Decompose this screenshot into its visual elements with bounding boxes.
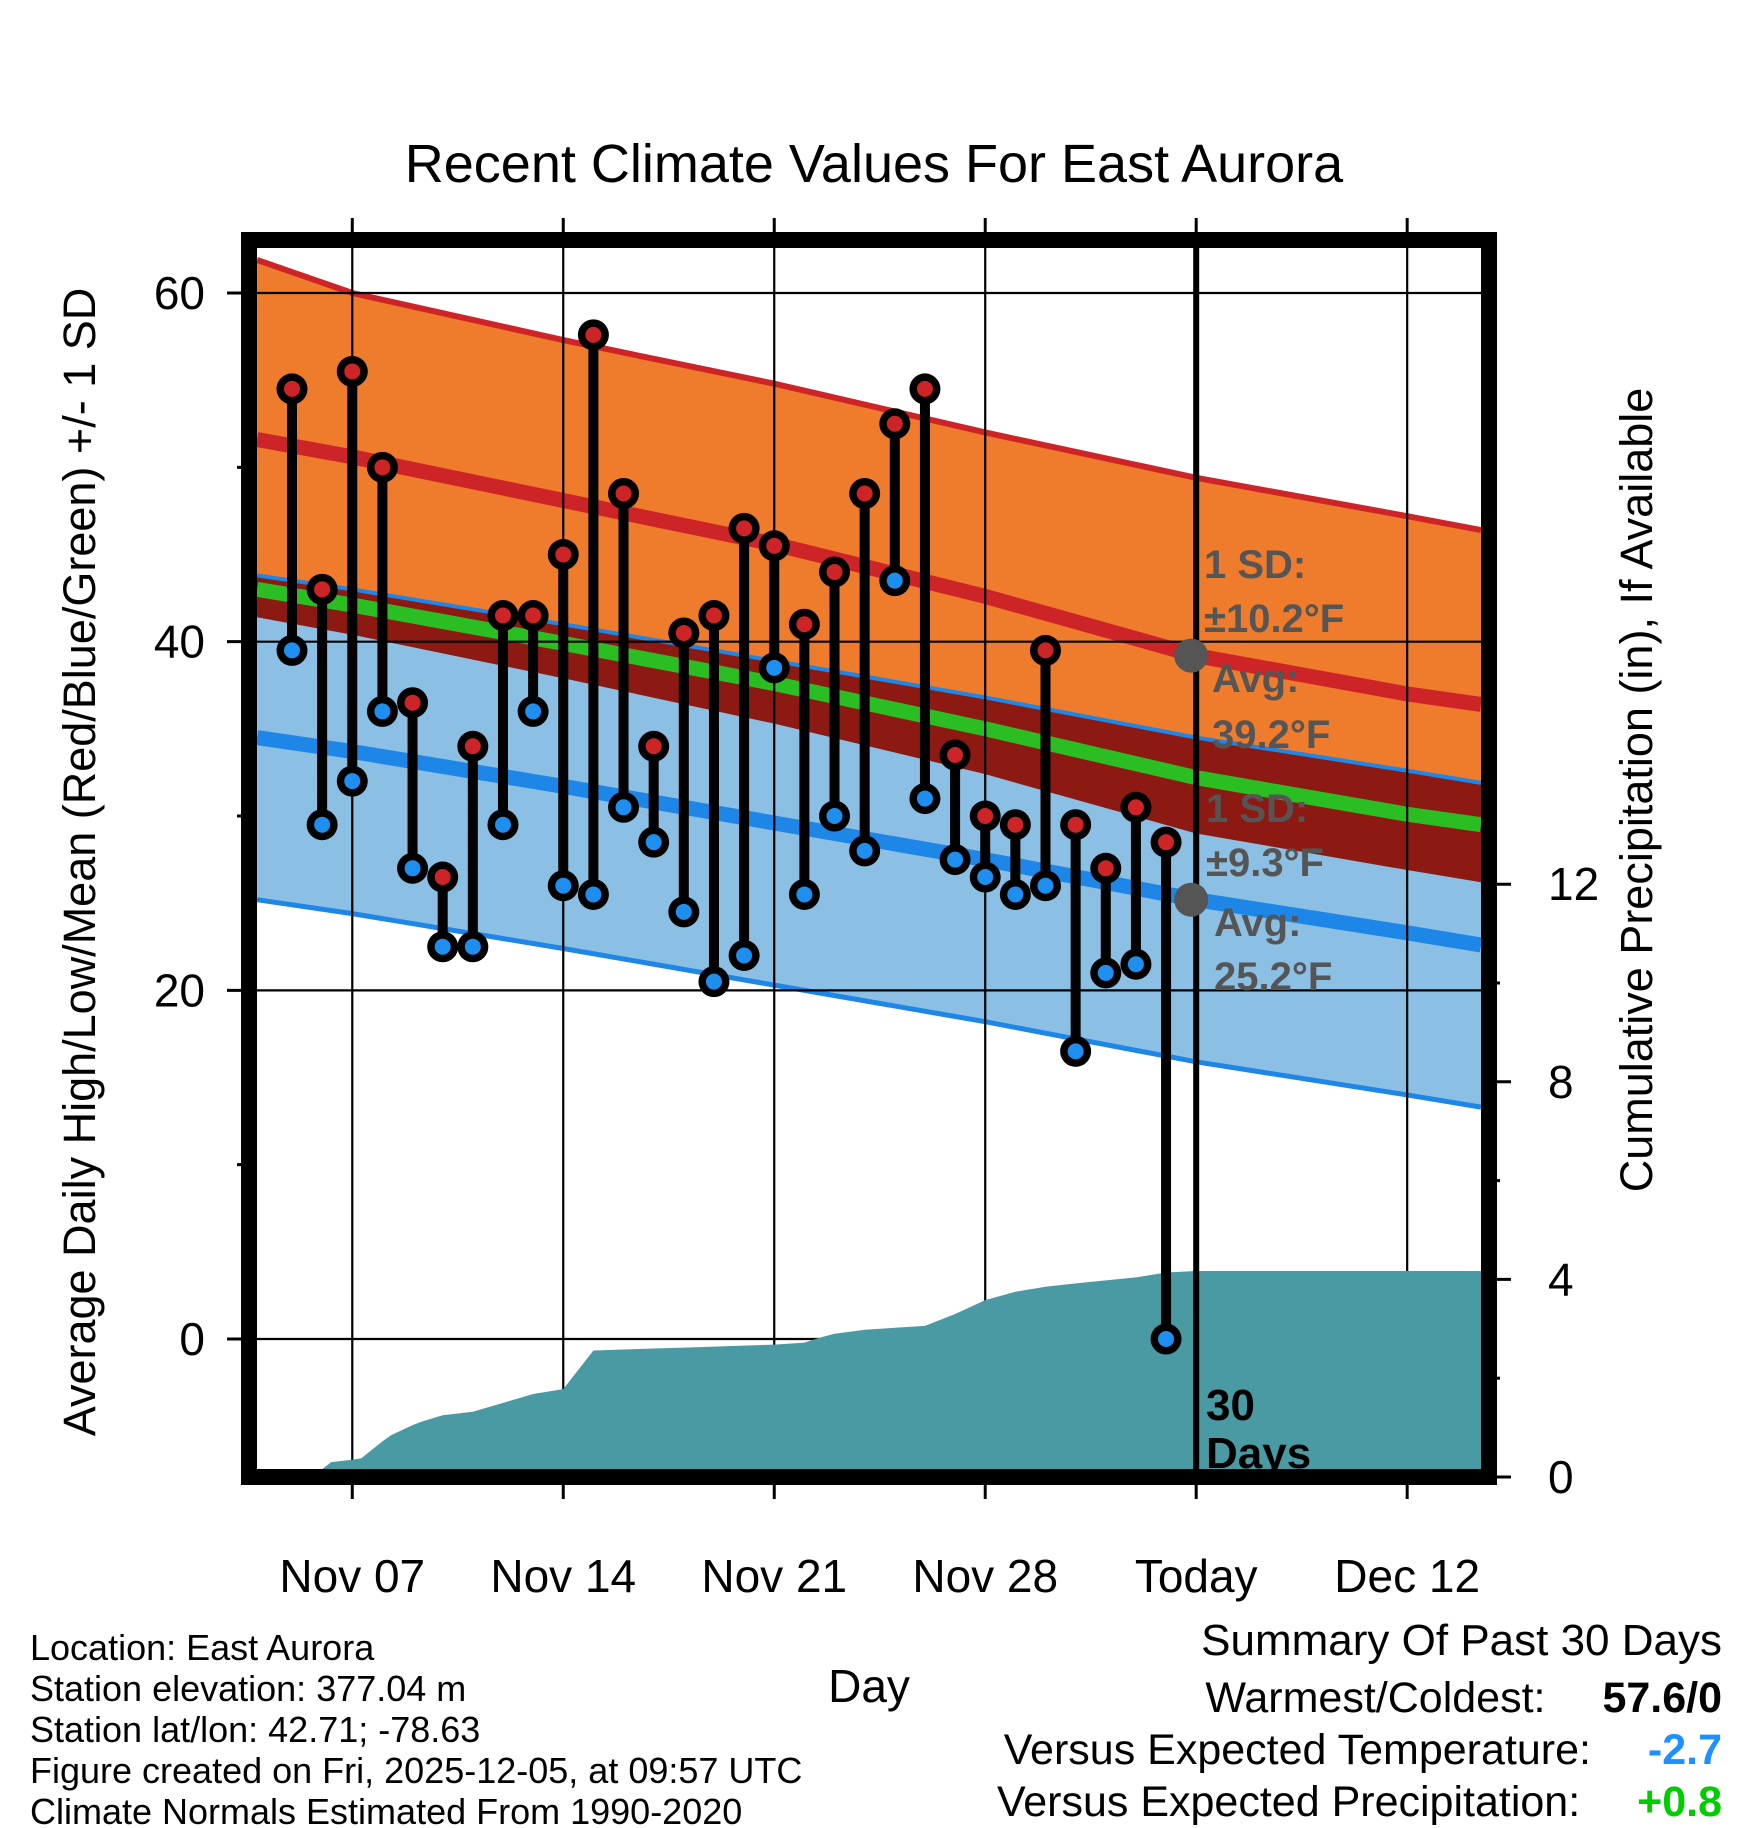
daily-high-dot: [465, 738, 481, 754]
daily-high-dot: [706, 608, 722, 624]
summary-value: 57.6/0: [1602, 1674, 1722, 1722]
daily-high-dot: [766, 538, 782, 554]
daily-low-dot: [314, 817, 330, 833]
x-tick-label: Dec 12: [1334, 1550, 1481, 1602]
high-sd-value: ±10.2°F: [1204, 597, 1345, 641]
daily-high-dot: [374, 459, 390, 475]
summary-value: -2.7: [1647, 1726, 1722, 1774]
footer-created: Figure created on Fri, 2025-12-05, at 09:57 UTC: [30, 1750, 803, 1791]
daily-low-dot: [827, 808, 843, 824]
daily-low-dot: [465, 939, 481, 955]
left-axis-label: Average Daily High/Low/Mean (Red/Blue/Green) +/- 1 SD: [54, 287, 105, 1437]
daily-low-dot: [585, 886, 601, 902]
daily-low-dot: [766, 660, 782, 676]
daily-low-dot: [947, 852, 963, 868]
left-tick-label: 40: [153, 615, 205, 668]
low-sd-label: 1 SD:: [1206, 787, 1309, 831]
daily-high-dot: [435, 869, 451, 885]
daily-low-dot: [706, 974, 722, 990]
daily-high-dot: [977, 808, 993, 824]
daily-high-dot: [736, 520, 752, 536]
daily-high-dot: [284, 381, 300, 397]
daily-low-dot: [857, 843, 873, 859]
footer-latlon: Station lat/lon: 42.71; -78.63: [30, 1709, 481, 1750]
x-tick-label: Nov 28: [912, 1550, 1059, 1602]
daily-low-dot: [1128, 956, 1144, 972]
period-label-line2: Days: [1206, 1429, 1312, 1478]
daily-low-dot: [1038, 878, 1054, 894]
right-tick-label: 8: [1548, 1055, 1574, 1108]
left-tick-label: 20: [153, 964, 205, 1017]
footer-elevation: Station elevation: 377.04 m: [30, 1668, 467, 1709]
daily-high-dot: [314, 581, 330, 597]
daily-low-dot: [495, 817, 511, 833]
summary-label: Versus Expected Precipitation:: [996, 1778, 1581, 1826]
daily-high-dot: [585, 327, 601, 343]
daily-high-dot: [555, 547, 571, 563]
summary-label: Warmest/Coldest:: [1205, 1674, 1546, 1722]
daily-high-dot: [1007, 817, 1023, 833]
summary-label: Versus Expected Temperature:: [1003, 1726, 1591, 1774]
daily-low-dot: [344, 773, 360, 789]
x-tick-label: Today: [1134, 1550, 1258, 1602]
daily-low-dot: [736, 947, 752, 963]
x-tick-label: Nov 07: [279, 1550, 426, 1602]
daily-low-dot: [374, 703, 390, 719]
daily-high-dot: [616, 485, 632, 501]
avg-low-marker-dot: [1174, 883, 1208, 917]
daily-high-dot: [827, 564, 843, 580]
daily-low-dot: [1158, 1331, 1174, 1347]
daily-high-dot: [1098, 860, 1114, 876]
daily-low-dot: [525, 703, 541, 719]
x-axis-label: Day: [828, 1660, 910, 1712]
daily-high-dot: [917, 381, 933, 397]
left-tick-label: 60: [153, 267, 205, 320]
daily-low-dot: [887, 573, 903, 589]
daily-low-dot: [1098, 965, 1114, 981]
daily-high-dot: [495, 608, 511, 624]
daily-high-dot: [676, 625, 692, 641]
low-sd-value: ±9.3°F: [1206, 841, 1324, 885]
daily-high-dot: [1128, 799, 1144, 815]
low-avg-value: 25.2°F: [1214, 955, 1333, 999]
right-axis-label: Cumulative Precipitation (in), If Available: [1611, 387, 1662, 1193]
summary-value: +0.8: [1637, 1778, 1722, 1826]
summary-row-vs-temperature: [1004, 1726, 1722, 1774]
daily-low-dot: [917, 791, 933, 807]
daily-high-dot: [405, 695, 421, 711]
daily-low-dot: [435, 939, 451, 955]
daily-low-dot: [1007, 886, 1023, 902]
high-sd-label: 1 SD:: [1204, 543, 1307, 587]
daily-high-dot: [1158, 834, 1174, 850]
x-tick-label: Nov 21: [701, 1550, 848, 1602]
chart-title: Recent Climate Values For East Aurora: [404, 134, 1344, 194]
daily-high-dot: [947, 747, 963, 763]
daily-high-dot: [525, 608, 541, 624]
summary-row-warmest-coldest: [1205, 1674, 1722, 1722]
right-tick-label: 0: [1548, 1451, 1574, 1503]
summary-row-vs-precipitation: [997, 1778, 1722, 1826]
footer-normals: Climate Normals Estimated From 1990-2020: [30, 1791, 743, 1828]
summary-title: Summary Of Past 30 Days: [1201, 1616, 1722, 1665]
daily-high-dot: [344, 363, 360, 379]
daily-low-dot: [616, 799, 632, 815]
daily-high-dot: [857, 485, 873, 501]
footer-location: Location: East Aurora: [30, 1627, 375, 1668]
daily-low-dot: [555, 878, 571, 894]
right-tick-label: 12: [1548, 858, 1600, 911]
daily-high-dot: [887, 416, 903, 432]
high-avg-value: 39.2°F: [1212, 713, 1331, 757]
daily-low-dot: [676, 904, 692, 920]
daily-low-dot: [284, 642, 300, 658]
daily-high-dot: [796, 616, 812, 632]
daily-high-dot: [1038, 642, 1054, 658]
daily-low-dot: [977, 869, 993, 885]
high-avg-label: Avg:: [1212, 657, 1300, 701]
daily-high-dot: [1068, 817, 1084, 833]
daily-low-dot: [646, 834, 662, 850]
low-avg-label: Avg:: [1214, 901, 1302, 945]
daily-low-dot: [796, 886, 812, 902]
daily-high-dot: [646, 738, 662, 754]
period-label-line1: 30: [1206, 1381, 1255, 1430]
daily-low-dot: [405, 860, 421, 876]
avg-high-marker-dot: [1174, 639, 1208, 673]
left-tick-label: 0: [179, 1313, 205, 1365]
daily-low-dot: [1068, 1043, 1084, 1059]
x-tick-label: Nov 14: [490, 1550, 637, 1602]
right-tick-label: 4: [1548, 1253, 1574, 1306]
